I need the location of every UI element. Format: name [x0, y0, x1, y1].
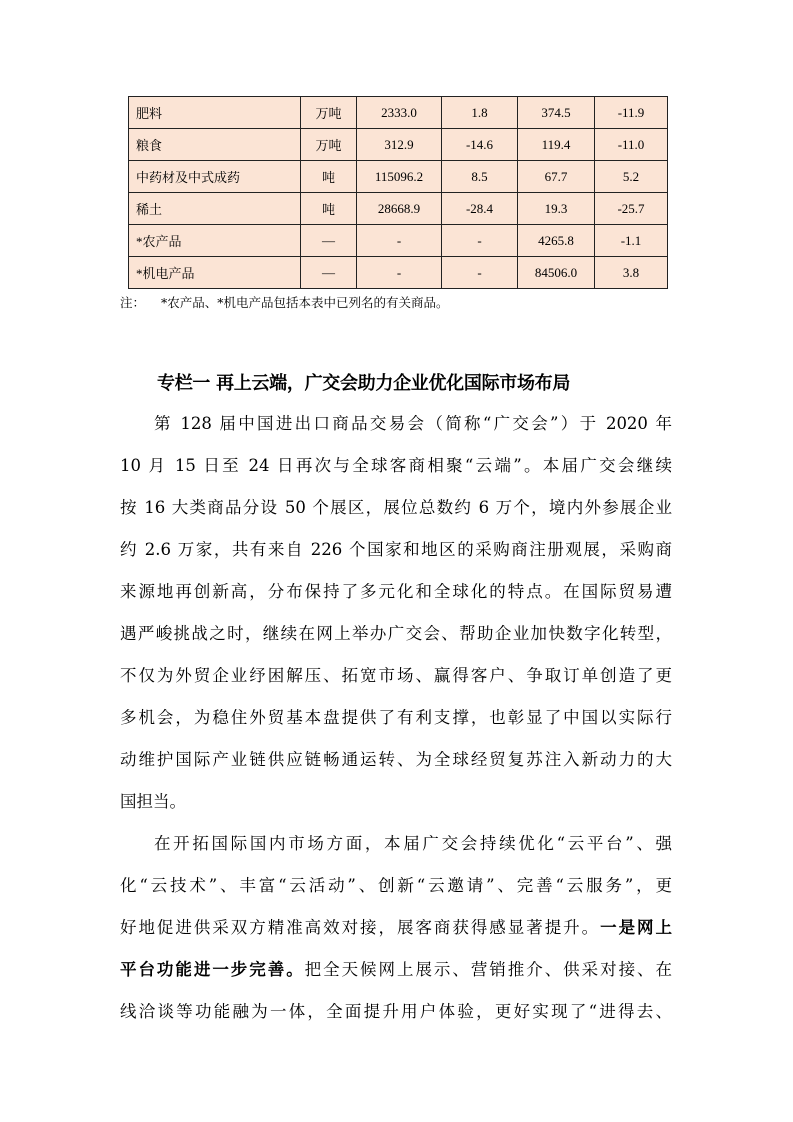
- text-line: [120, 823, 672, 865]
- table-row: [129, 129, 668, 161]
- cell-unit: 吨: [301, 161, 357, 193]
- table-row: [129, 225, 668, 257]
- cell-unit: 吨: [301, 193, 357, 225]
- text-span: 不仅为外贸企业纾困解压、拓宽市场、赢得客户、争取订单创造了更: [120, 666, 672, 685]
- text-line: [120, 781, 672, 823]
- cell-value: 4265.8: [518, 225, 595, 257]
- cell-qty: -: [357, 225, 442, 257]
- text-span: 多机会，为稳住外贸基本盘提供了有利支撑，也彰显了中国以实际行: [120, 708, 672, 727]
- text-span: 把全天候网上展示、营销推介、供采对接、在: [304, 960, 673, 979]
- table-row: [129, 257, 668, 289]
- table-note: [120, 293, 449, 311]
- cell-qty: 2333.0: [357, 97, 442, 129]
- text-line: [120, 865, 672, 907]
- text-line: [120, 991, 672, 1033]
- cell-value-yoy: 3.8: [595, 257, 668, 289]
- text-span: 好地促进供采双方精准高效对接，展客商获得感显著提升。: [120, 918, 601, 937]
- text-span: 按 16 大类商品分设 50 个展区，展位总数约 6 万个，境内外参展企业: [120, 498, 672, 517]
- text-span: 来源地再创新高，分布保持了多元化和全球化的特点。在国际贸易遭: [120, 582, 672, 601]
- text-span: 10 月 15 日至 24 日再次与全球客商相聚“云端”。本届广交会继续: [120, 456, 672, 475]
- cell-qty: 312.9: [357, 129, 442, 161]
- text-line: [120, 613, 672, 655]
- cell-name: *农产品: [129, 225, 301, 257]
- cell-value-yoy: -11.0: [595, 129, 668, 161]
- text-line: [120, 739, 672, 781]
- text-span: 国担当。: [120, 792, 186, 811]
- note-label: 注：: [120, 295, 146, 310]
- table-row: [129, 193, 668, 225]
- cell-value-yoy: -25.7: [595, 193, 668, 225]
- article-body: [120, 403, 672, 1033]
- cell-qty: 28668.9: [357, 193, 442, 225]
- text-line: [120, 949, 672, 991]
- cell-unit: 万吨: [301, 129, 357, 161]
- cell-qty: -: [357, 257, 442, 289]
- cell-value: 374.5: [518, 97, 595, 129]
- text-span: 约 2.6 万家，共有来自 226 个国家和地区的采购商注册观展，采购商: [120, 540, 672, 559]
- cell-name: 中药材及中式成药: [129, 161, 301, 193]
- cell-name: 粮食: [129, 129, 301, 161]
- text-line: [120, 529, 672, 571]
- text-span: 化“云技术”、丰富“云活动”、创新“云邀请”、完善“云服务”，更: [120, 876, 672, 895]
- cell-value: 119.4: [518, 129, 595, 161]
- note-text: *农产品、*机电产品包括本表中已列名的有关商品。: [161, 295, 449, 310]
- text-span: 遇严峻挑战之时，继续在网上举办广交会、帮助企业加快数字化转型，: [120, 624, 672, 643]
- cell-value-yoy: -11.9: [595, 97, 668, 129]
- table-row: [129, 161, 668, 193]
- cell-name: 肥料: [129, 97, 301, 129]
- text-line: [120, 571, 672, 613]
- commodity-table: [128, 96, 668, 289]
- cell-unit: —: [301, 225, 357, 257]
- bold-text: 平台功能进一步完善。: [120, 960, 305, 979]
- text-line: [120, 697, 672, 739]
- cell-value-yoy: 5.2: [595, 161, 668, 193]
- cell-qty-yoy: 1.8: [442, 97, 518, 129]
- text-span: 在开拓国际国内市场方面，本届广交会持续优化“云平台”、强: [154, 834, 672, 853]
- cell-qty-yoy: -: [442, 225, 518, 257]
- cell-qty-yoy: -14.6: [442, 129, 518, 161]
- table-row: [129, 97, 668, 129]
- text-line: [120, 445, 672, 487]
- cell-unit: —: [301, 257, 357, 289]
- cell-value: 67.7: [518, 161, 595, 193]
- cell-value: 84506.0: [518, 257, 595, 289]
- cell-qty: 115096.2: [357, 161, 442, 193]
- cell-qty-yoy: -28.4: [442, 193, 518, 225]
- text-span: 动维护国际产业链供应链畅通运转、为全球经贸复苏注入新动力的大: [120, 750, 672, 769]
- cell-qty-yoy: 8.5: [442, 161, 518, 193]
- cell-name: *机电产品: [129, 257, 301, 289]
- text-span: 线洽谈等功能融为一体，全面提升用户体验，更好实现了“进得去、: [120, 1002, 672, 1021]
- text-line: [120, 907, 672, 949]
- bold-text: 一是网上: [600, 918, 673, 937]
- cell-unit: 万吨: [301, 97, 357, 129]
- box-heading: 专栏一 再上云端，广交会助力企业优化国际市场布局: [157, 373, 571, 394]
- cell-value-yoy: -1.1: [595, 225, 668, 257]
- text-line: [120, 487, 672, 529]
- cell-qty-yoy: -: [442, 257, 518, 289]
- text-line: [120, 403, 672, 445]
- cell-name: 稀土: [129, 193, 301, 225]
- text-line: [120, 655, 672, 697]
- cell-value: 19.3: [518, 193, 595, 225]
- text-span: 第 128 届中国进出口商品交易会（简称“广交会”）于 2020 年: [154, 414, 672, 433]
